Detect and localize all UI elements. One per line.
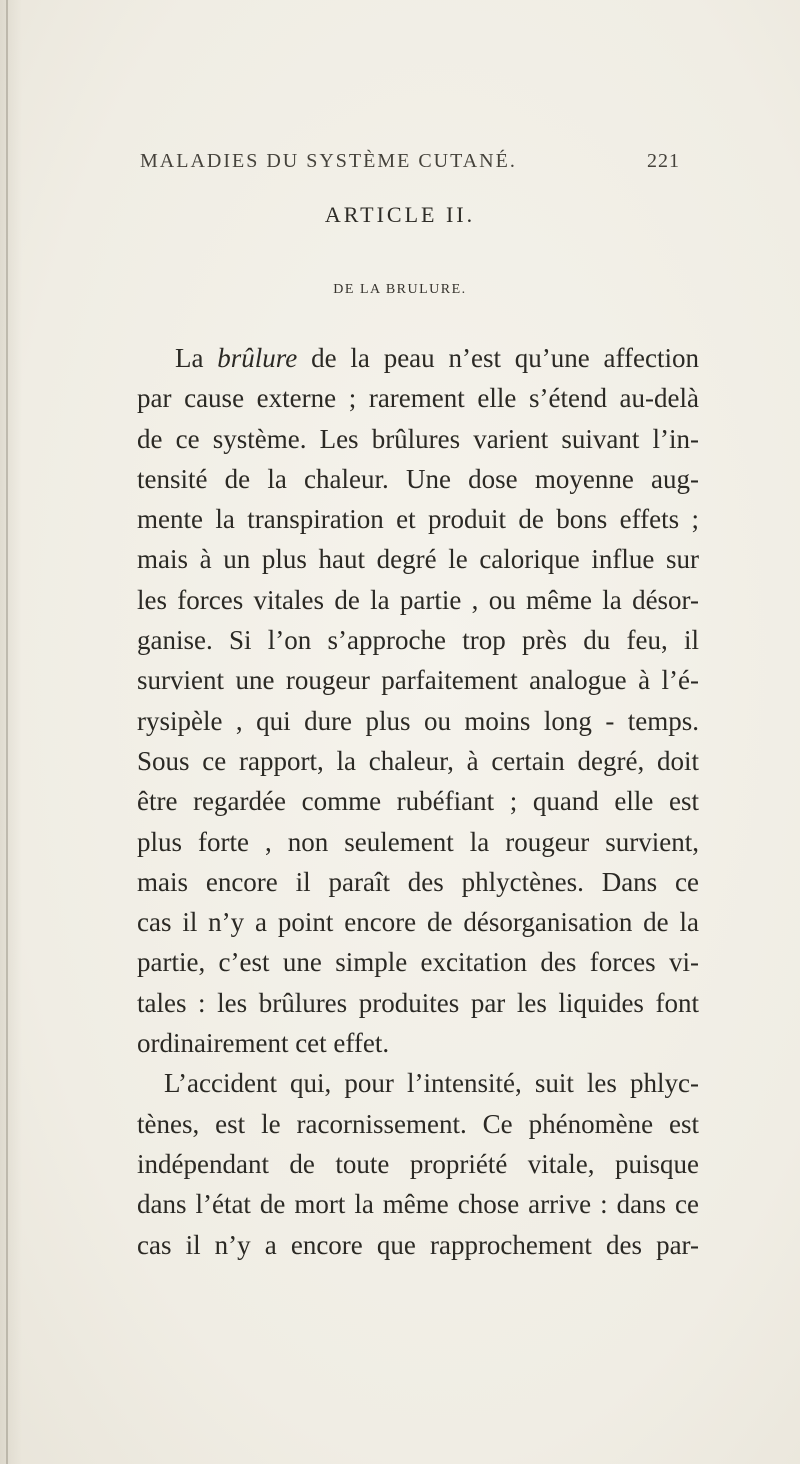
text-line: être regardée comme rubéfiant ; quand elle est [137,786,699,817]
text-line: mais encore il paraît des phlyctènes. Dans ce [137,866,699,897]
body-text [137,338,699,1265]
text-line: ganise. Si l’on s’approche trop près du feu, il [137,625,699,656]
text-line: ordinairement cet effet. [137,1028,390,1059]
section-heading: DE LA BRULURE. [333,282,467,297]
text-line: L’accident qui, pour l’intensité, suit les phlyc- [164,1068,699,1099]
running-head [140,150,680,180]
emphasis-term: brûlure [217,343,298,373]
text-line [137,338,699,378]
text-line: les forces vitales de la partie , ou même la désor- [137,584,699,615]
text-line: cas il n’y a encore que rapprochement des par- [137,1229,699,1260]
text-line: tensité de la chaleur. Une dose moyenne aug- [137,463,699,494]
paragraph-2 [137,1063,699,1264]
text-line: Sous ce rapport, la chaleur, à certain degré, doit [137,745,699,776]
text-line: de ce système. Les brûlures varient suivant l’in- [137,423,699,454]
text-line: indépendant de toute propriété vitale, puisque [137,1148,699,1179]
paragraph-1 [137,338,699,1063]
text-line: rysipèle , qui dure plus ou moins long - temps. [137,705,699,736]
text-line: tènes, est le racornissement. Ce phénomène est [137,1108,699,1139]
text-line: cas il n’y a point encore de désorganisation de la [137,907,699,938]
text-line: plus forte , non seulement la rougeur survient, [137,826,699,857]
text-line: dans l’état de mort la même chose arrive : dans ce [137,1189,699,1220]
text-line: mente la transpiration et produit de bons effets ; [137,504,699,535]
page-number: 221 [647,150,680,172]
running-head-title: MALADIES DU SYSTÈME CUTANÉ. [140,150,517,172]
text-line: par cause externe ; rarement elle s’étend au-delà [137,383,699,414]
text-line: survient une rougeur parfaitement analogue à l’é- [137,665,699,696]
text-run: de la peau n’est qu’une affection [297,343,699,373]
article-heading: ARTICLE II. [324,202,476,227]
text-run: La [175,343,218,373]
text-line: mais à un plus haut degré le calorique influe sur [137,544,699,575]
text-line: partie, c’est une simple excitation des forces vi- [137,947,699,978]
text-line: tales : les brûlures produites par les liquides font [137,987,699,1018]
